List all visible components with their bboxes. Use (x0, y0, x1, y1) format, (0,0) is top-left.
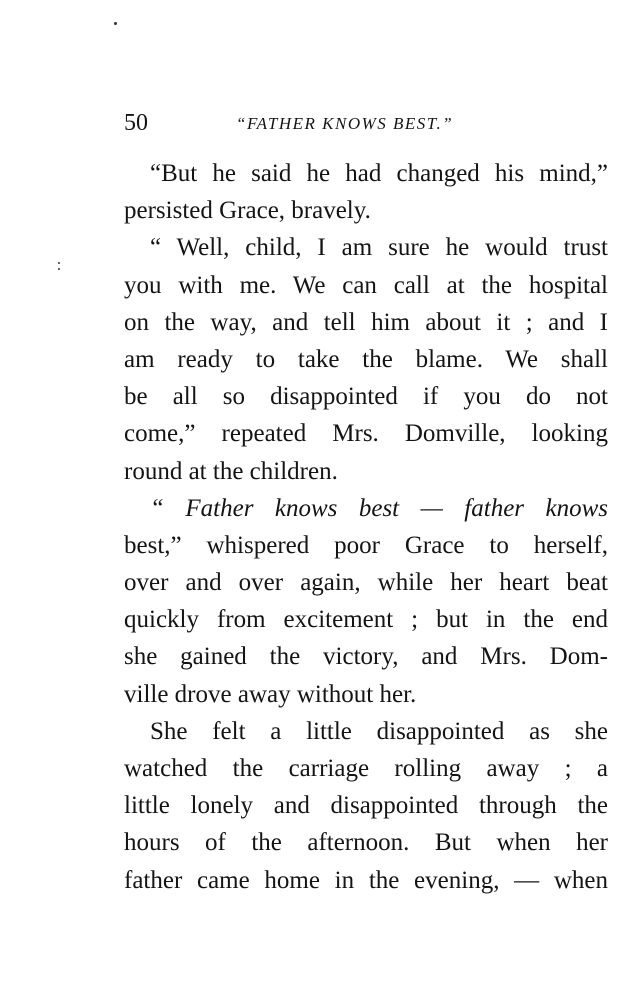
page-header (124, 106, 614, 140)
page-number: 50 (124, 110, 148, 136)
text-line: come,” repeated Mrs. Domville, looking (124, 420, 608, 448)
text-line: persisted Grace, bravely. (124, 197, 371, 225)
text-line: round at the children. (124, 457, 338, 485)
text-line: am ready to take the blame. We shall (124, 345, 608, 373)
text-line: She felt a little disappointed as she (150, 717, 608, 745)
text-line: “ Well, child, I am sure he would trust (150, 234, 608, 262)
text-line: watched the carriage rolling away ; a (124, 755, 608, 782)
text-line: on the way, and tell him about it ; and I (124, 308, 608, 336)
text-line: be all so disappointed if you do not (124, 383, 608, 411)
text-line: over and over again, while her heart beat (124, 569, 608, 597)
text-line: hours of the afternoon. But when her (124, 829, 608, 857)
running-title: “FATHER KNOWS BEST.” (236, 114, 454, 133)
text-line: best,” whispered poor Grace to herself, (124, 531, 608, 559)
scan-speck (114, 22, 117, 25)
text-line: “But he said he had changed his mind,” (150, 160, 608, 187)
body-text (124, 155, 608, 899)
text-line-italic: “ Father knows best — father knows (150, 494, 608, 522)
scan-speck (58, 262, 60, 264)
text-line: she gained the victory, and Mrs. Dom- (124, 643, 608, 671)
text-line: you with me. We can call at the hospital (124, 271, 608, 299)
scan-speck (58, 268, 60, 270)
text-line: father came home in the evening, — when (124, 866, 608, 894)
text-line: little lonely and disappointed through the (124, 792, 608, 820)
text-line: quickly from excitement ; but in the end (124, 606, 608, 634)
text-line: ville drove away without her. (124, 680, 417, 708)
